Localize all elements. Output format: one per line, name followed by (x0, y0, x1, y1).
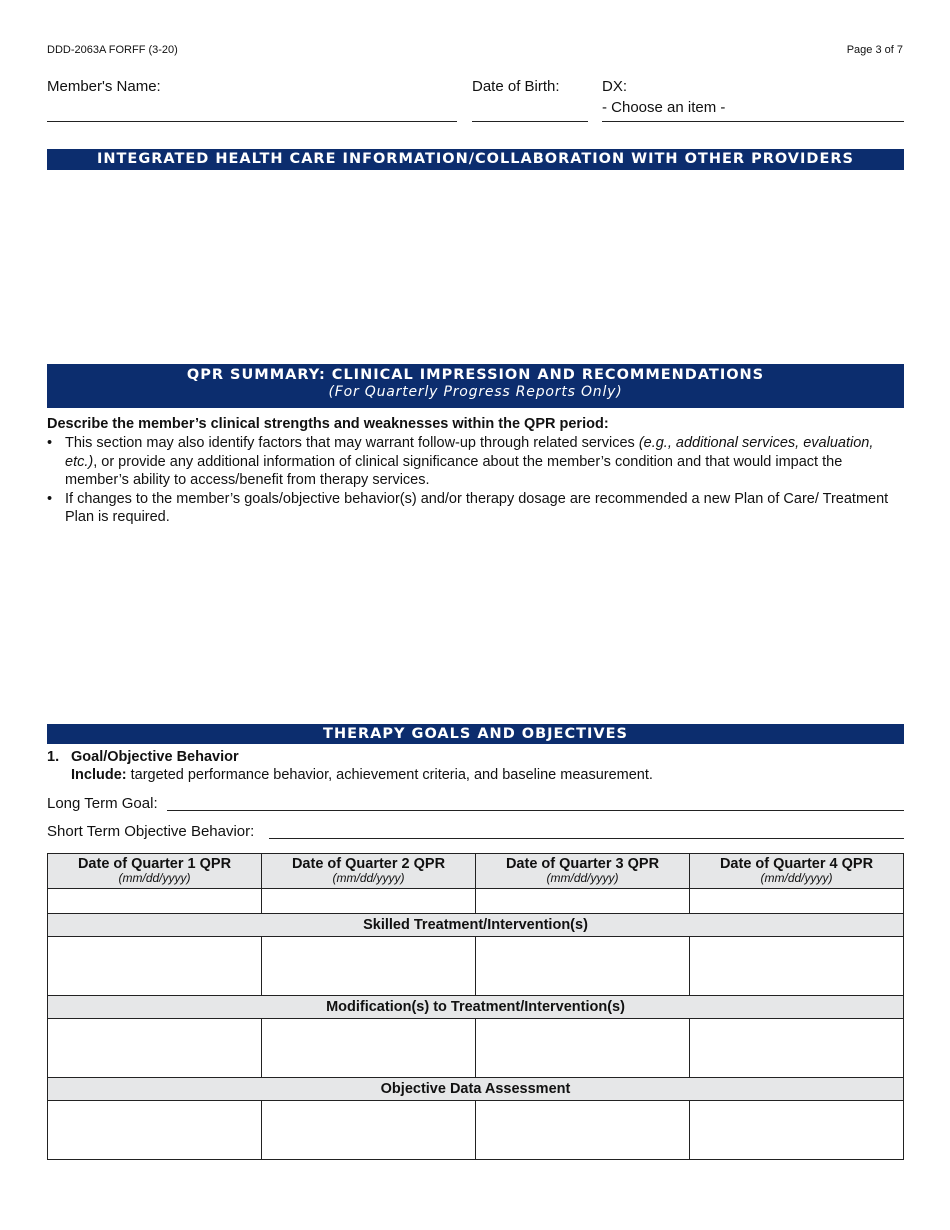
q1-assessment-cell[interactable] (48, 1101, 262, 1160)
q2-treatment-cell[interactable] (262, 937, 476, 996)
column-header-q4: Date of Quarter 4 QPR (mm/dd/yyyy) (690, 854, 904, 889)
integrated-health-text-area[interactable] (47, 172, 904, 360)
column-header-q2: Date of Quarter 2 QPR (mm/dd/yyyy) (262, 854, 476, 889)
q4-modification-cell[interactable] (690, 1019, 904, 1078)
describe-heading: Describe the member’s clinical strengths and weaknesses within the QPR period: (47, 416, 609, 432)
dob-label: Date of Birth: (472, 78, 560, 95)
modification-section: Modification(s) to Treatment/Intervention(s) (48, 996, 904, 1019)
page-number: Page 3 of 7 (846, 44, 903, 56)
dx-label: DX: (602, 78, 628, 95)
q3-date-cell[interactable] (476, 889, 690, 914)
goal-heading: 1. Goal/Objective Behavior (47, 749, 239, 765)
short-term-objective-field[interactable] (269, 838, 904, 839)
long-term-goal-field[interactable] (167, 810, 904, 811)
q2-date-cell[interactable] (262, 889, 476, 914)
qpr-quarter-table (47, 853, 904, 1160)
integrated-health-header (47, 149, 904, 170)
q4-assessment-cell[interactable] (690, 1101, 904, 1160)
column-header-q3: Date of Quarter 3 QPR (mm/dd/yyyy) (476, 854, 690, 889)
therapy-goals-title: THERAPY GOALS AND OBJECTIVES (323, 726, 628, 742)
q4-date-cell[interactable] (690, 889, 904, 914)
dob-field[interactable] (472, 121, 588, 122)
column-header-q1: Date of Quarter 1 QPR (mm/dd/yyyy) (48, 854, 262, 889)
qpr-instructions (47, 434, 909, 527)
objective-data-section: Objective Data Assessment (48, 1078, 904, 1101)
q1-treatment-cell[interactable] (48, 937, 262, 996)
q3-modification-cell[interactable] (476, 1019, 690, 1078)
form-id: DDD-2063A FORFF (3-20) (47, 44, 178, 56)
therapy-goals-header (47, 724, 904, 744)
q1-modification-cell[interactable] (48, 1019, 262, 1078)
q3-treatment-cell[interactable] (476, 937, 690, 996)
instruction-bullet-2: • If changes to the member’s goals/objective behavior(s) and/or therapy dosage are recommended a new Plan of Care/ Treatment Plan is required. (47, 490, 889, 525)
qpr-summary-header (47, 364, 904, 408)
instruction-bullet-1: • This section may also identify factors that may warrant follow-up through related services (e.g., additional services, evaluation, etc.), or provide any additional information of clinical significance about the member’s condition and that would impact the member’s ability to access/benefit from therapy services. (47, 435, 874, 488)
dx-field-line (602, 121, 904, 122)
q2-assessment-cell[interactable] (262, 1101, 476, 1160)
q2-modification-cell[interactable] (262, 1019, 476, 1078)
goal-include-note: Include: targeted performance behavior, achievement criteria, and baseline measurement. (71, 767, 653, 783)
member-name-field[interactable] (47, 121, 457, 122)
integrated-health-title: INTEGRATED HEALTH CARE INFORMATION/COLLABORATION WITH OTHER PROVIDERS (97, 151, 854, 167)
q1-date-cell[interactable] (48, 889, 262, 914)
q3-assessment-cell[interactable] (476, 1101, 690, 1160)
qpr-summary-subtitle: (For Quarterly Progress Reports Only) (328, 384, 623, 400)
skilled-treatment-section: Skilled Treatment/Intervention(s) (48, 914, 904, 937)
q4-treatment-cell[interactable] (690, 937, 904, 996)
member-name-label: Member's Name: (47, 78, 161, 95)
dx-select[interactable]: - Choose an item - (602, 99, 726, 116)
qpr-summary-title: QPR SUMMARY: CLINICAL IMPRESSION AND RECOMMENDATIONS (186, 367, 765, 383)
long-term-goal-label: Long Term Goal: (47, 795, 158, 812)
short-term-objective-label: Short Term Objective Behavior: (47, 823, 255, 840)
qpr-summary-text-area[interactable] (47, 530, 904, 718)
